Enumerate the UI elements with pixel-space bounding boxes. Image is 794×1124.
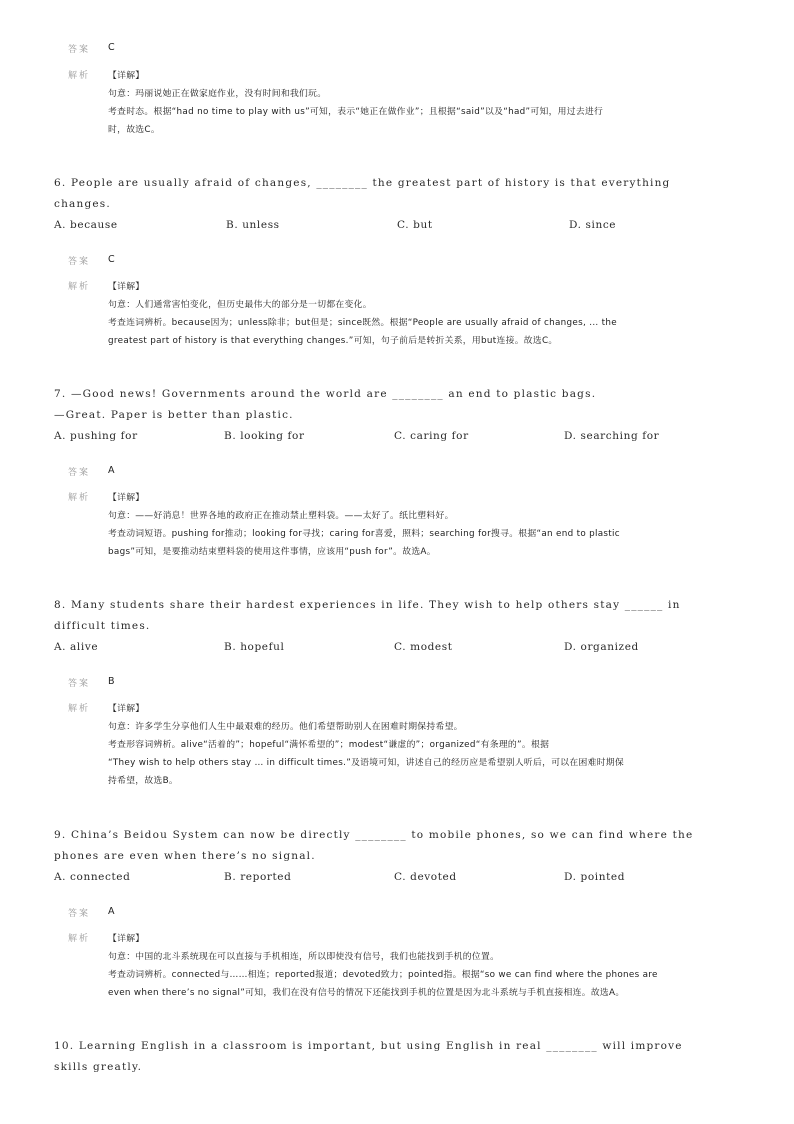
detail-title: 【详解】 xyxy=(108,493,145,503)
option-a: A. because xyxy=(54,219,118,231)
analysis-label: 解析 xyxy=(68,71,91,81)
question-9-line-2: phones are even when there’s no signal. xyxy=(54,850,316,862)
question-10-line-1: 10. Learning English in a classroom is important, but using English in real ________ will improve xyxy=(54,1040,683,1052)
option-c: C. caring for xyxy=(394,430,469,442)
question-10-line-2: skills greatly. xyxy=(54,1061,143,1073)
option-c: C. modest xyxy=(394,641,453,653)
option-b: B. unless xyxy=(226,219,280,231)
explanation-line: 考查形容词辨析。alive“活着的”；hopeful“满怀希望的”；modest“谦虚的”；organized“有条理的”。根据 xyxy=(108,740,550,750)
explanation-line: 考查连词辨析。because因为；unless除非；but但是；since既然。根据“People are usually afraid of changes, ... the xyxy=(108,318,617,328)
option-a: A. pushing for xyxy=(54,430,138,442)
explanation-line: 句意：——好消息！世界各地的政府正在推动禁止塑料袋。——太好了。纸比塑料好。 xyxy=(108,511,454,521)
detail-title: 【详解】 xyxy=(108,282,145,292)
option-c: C. devoted xyxy=(394,871,457,883)
explanation-line: 考查动词辨析。connected与……相连；reported报道；devoted致力；pointed指。根据“so we can find where the phones are xyxy=(108,970,658,980)
analysis-label: 解析 xyxy=(68,704,91,714)
option-c: C. but xyxy=(397,219,433,231)
explanation-line: “They wish to help others stay … in difficult times.”及语境可知，讲述自己的经历应是希望别人听后，可以在困难时期保 xyxy=(108,758,624,768)
explanation-line: 持希望，故选B。 xyxy=(108,776,179,786)
answer-label: 答案 xyxy=(68,679,91,689)
question-7-line-2: —Great. Paper is better than plastic. xyxy=(54,409,294,421)
answer-value: C xyxy=(108,254,115,265)
answer-label: 答案 xyxy=(68,257,91,267)
explanation-line: 考查动词短语。pushing for推动；looking for寻找；caring for喜爱，照料；searching for搜寻。根据“an end to plastic xyxy=(108,529,620,539)
explanation-line: 句意：玛丽说她正在做家庭作业，没有时间和我们玩。 xyxy=(108,89,327,99)
option-d: D. searching for xyxy=(564,430,660,442)
option-d: D. organized xyxy=(564,641,639,653)
option-b: B. reported xyxy=(224,871,292,883)
answer-value: A xyxy=(108,906,115,917)
analysis-label: 解析 xyxy=(68,493,91,503)
option-b: B. hopeful xyxy=(224,641,285,653)
answer-value: C xyxy=(108,42,115,53)
answer-label: 答案 xyxy=(68,909,91,919)
question-8-line-2: difficult times. xyxy=(54,620,151,632)
explanation-line: 句意：人们通常害怕变化，但历史最伟大的部分是一切都在变化。 xyxy=(108,300,372,310)
analysis-label: 解析 xyxy=(68,934,91,944)
explanation-line: 考查时态。根据“had no time to play with us”可知，表示“她正在做作业”；且根据“said”以及“had”可知，用过去进行 xyxy=(108,107,604,117)
detail-title: 【详解】 xyxy=(108,71,145,81)
question-6-line-1: 6. People are usually afraid of changes, ________ the greatest part of history is that everything xyxy=(54,177,671,189)
answer-label: 答案 xyxy=(68,468,91,478)
option-b: B. looking for xyxy=(224,430,305,442)
question-6-line-2: changes. xyxy=(54,198,111,210)
answer-value: A xyxy=(108,465,115,476)
analysis-label: 解析 xyxy=(68,282,91,292)
option-d: D. since xyxy=(569,219,617,231)
option-a: A. connected xyxy=(54,871,131,883)
question-9-line-1: 9. China’s Beidou System can now be directly ________ to mobile phones, so we can find where the xyxy=(54,829,694,841)
explanation-line: 句意：中国的北斗系统现在可以直接与手机相连，所以即使没有信号，我们也能找到手机的位置。 xyxy=(108,952,500,962)
explanation-line: 句意：许多学生分享他们人生中最艰难的经历。他们希望帮助别人在困难时期保持希望。 xyxy=(108,722,463,732)
explanation-line: bags”可知，是要推动结束塑料袋的使用这件事情，应该用“push for”。故选A。 xyxy=(108,547,436,557)
explanation-line: greatest part of history is that everything changes.”可知，句子前后是转折关系，用but连接。故选C。 xyxy=(108,336,558,346)
question-8-line-1: 8. Many students share their hardest experiences in life. They wish to help others stay ______ in xyxy=(54,599,681,611)
option-a: A. alive xyxy=(54,641,99,653)
detail-title: 【详解】 xyxy=(108,934,145,944)
question-7-line-1: 7. —Good news! Governments around the world are ________ an end to plastic bags. xyxy=(54,388,597,400)
option-d: D. pointed xyxy=(564,871,626,883)
answer-label: 答案 xyxy=(68,45,91,55)
detail-title: 【详解】 xyxy=(108,704,145,714)
explanation-line: 时，故选C。 xyxy=(108,125,160,135)
answer-value: B xyxy=(108,676,115,687)
explanation-line: even when there’s no signal”可知，我们在没有信号的情况下还能找到手机的位置是因为北斗系统与手机直接相连。故选A。 xyxy=(108,988,625,998)
